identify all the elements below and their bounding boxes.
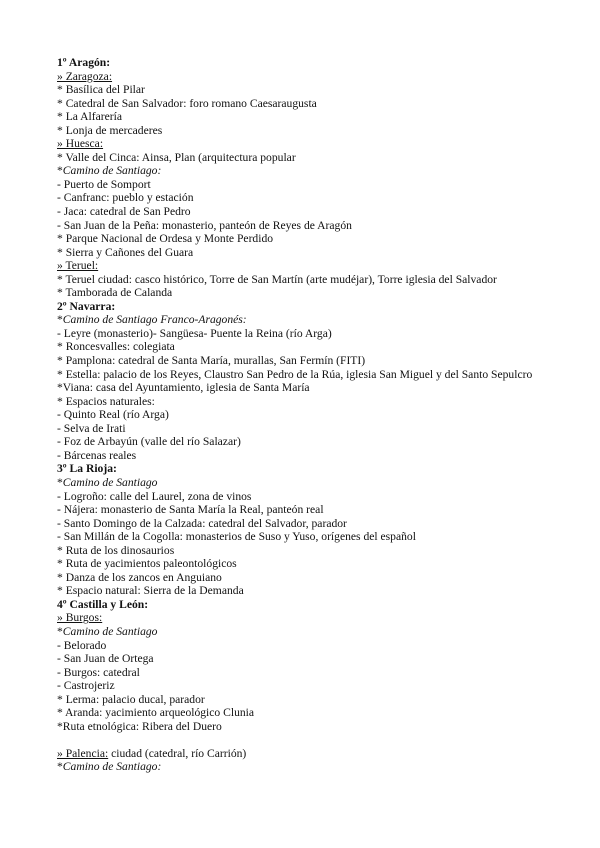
list-item: * Ruta de yacimientos paleontológicos — [57, 557, 237, 571]
section-heading: 1º Aragón: — [57, 56, 111, 69]
list-item: *Viana: casa del Ayuntamiento, iglesia de Santa María — [57, 381, 310, 395]
subsection-line — [57, 747, 587, 761]
list-item: * Pamplona: catedral de Santa María, murallas, San Fermín (FITI) — [57, 354, 366, 368]
list-item: - Belorado — [57, 638, 107, 652]
blank-line — [57, 733, 587, 747]
list-item: * Parque Nacional de Ordesa y Monte Perdido — [57, 232, 274, 246]
bullet-prefix: * — [57, 624, 63, 638]
list-item: * Lerma: palacio ducal, parador — [57, 692, 205, 706]
list-item: - Nájera: monasterio de Santa María la Real, panteón real — [57, 503, 324, 517]
italic-line — [57, 760, 587, 774]
list-item: - Leyre (monasterio)- Sangüesa- Puente la Reina (río Arga) — [57, 326, 332, 340]
list-item: * Aranda: yacimiento arqueológico Clunia — [57, 706, 255, 720]
section-heading: 2º Navarra: — [57, 299, 116, 313]
list-item: - San Millán de la Cogolla: monasterios de Suso y Yuso, orígenes del español — [57, 530, 416, 544]
bullet-prefix: * — [57, 475, 63, 489]
subsection-label: » Palencia: — [57, 746, 109, 760]
list-item: - Canfranc: pueblo y estación — [57, 191, 194, 205]
subsection-text: ciudad (catedral, río Carrión) — [108, 746, 247, 760]
italic-line — [57, 476, 587, 490]
list-item: * La Alfarería — [57, 110, 123, 124]
list-item: - Bárcenas reales — [57, 448, 137, 462]
list-item: *Ruta etnológica: Ribera del Duero — [57, 719, 222, 733]
italic-line — [57, 164, 587, 178]
italic-text: Camino de Santiago: — [62, 164, 162, 178]
bullet-prefix: * — [57, 313, 63, 327]
list-item: * Roncesvalles: colegiata — [57, 340, 175, 354]
document-page — [57, 56, 587, 774]
list-item: - Burgos: catedral — [57, 665, 140, 679]
list-item: * Teruel ciudad: casco histórico, Torre de San Martín (arte mudéjar), Torre iglesia del Salvador — [57, 272, 497, 286]
list-item: * Estella: palacio de los Reyes, Claustro San Pedro de la Rúa, iglesia San Miguel y del Santo Sepulcro — [57, 367, 533, 381]
list-item: * Danza de los zancos en Anguiano — [57, 570, 222, 584]
list-item: * Catedral de San Salvador: foro romano Caesaraugusta — [57, 96, 317, 110]
list-item: * Sierra y Cañones del Guara — [57, 245, 194, 259]
list-item: - San Juan de la Peña: monasterio, panteón de Reyes de Aragón — [57, 218, 352, 232]
subsection-heading: » Burgos: — [57, 611, 103, 625]
list-item: - San Juan de Ortega — [57, 652, 154, 666]
italic-text: Camino de Santiago: — [62, 760, 162, 774]
list-item: * Basílica del Pilar — [57, 83, 145, 97]
list-item: - Selva de Irati — [57, 421, 126, 435]
subsection-label: » Teruel: — [57, 259, 99, 273]
list-item: * Tamborada de Calanda — [57, 286, 173, 300]
list-item: - Logroño: calle del Laurel, zona de vinos — [57, 489, 252, 503]
subsection-heading: » Huesca: — [57, 137, 104, 151]
subsection-heading: » Zaragoza: — [57, 69, 113, 83]
list-item: * Lonja de mercaderes — [57, 123, 163, 137]
list-item: - Castrojeriz — [57, 679, 115, 693]
list-item: * Espacios naturales: — [57, 394, 155, 408]
section-heading: 3º La Rioja: — [57, 462, 117, 476]
list-item: - Santo Domingo de la Calzada: catedral del Salvador, parador — [57, 516, 347, 530]
italic-text: Camino de Santiago — [62, 624, 158, 638]
section-heading: 4º Castilla y León: — [57, 597, 149, 611]
list-item: - Foz de Arbayún (valle del río Salazar) — [57, 435, 241, 449]
italic-text: Camino de Santiago Franco-Aragonés: — [62, 313, 247, 327]
list-item: * Valle del Cinca: Ainsa, Plan (arquitectura popular — [57, 150, 296, 164]
italic-text: Camino de Santiago — [62, 475, 158, 489]
list-item: - Puerto de Somport — [57, 177, 151, 191]
bullet-prefix: * — [57, 760, 63, 774]
list-item: - Jaca: catedral de San Pedro — [57, 205, 191, 219]
italic-line — [57, 313, 587, 327]
list-item: * Espacio natural: Sierra de la Demanda — [57, 584, 244, 598]
subsection-line — [57, 259, 587, 273]
list-item: - Quinto Real (río Arga) — [57, 408, 169, 422]
italic-line — [57, 625, 587, 639]
list-item: * Ruta de los dinosaurios — [57, 543, 175, 557]
bullet-prefix: * — [57, 164, 63, 178]
